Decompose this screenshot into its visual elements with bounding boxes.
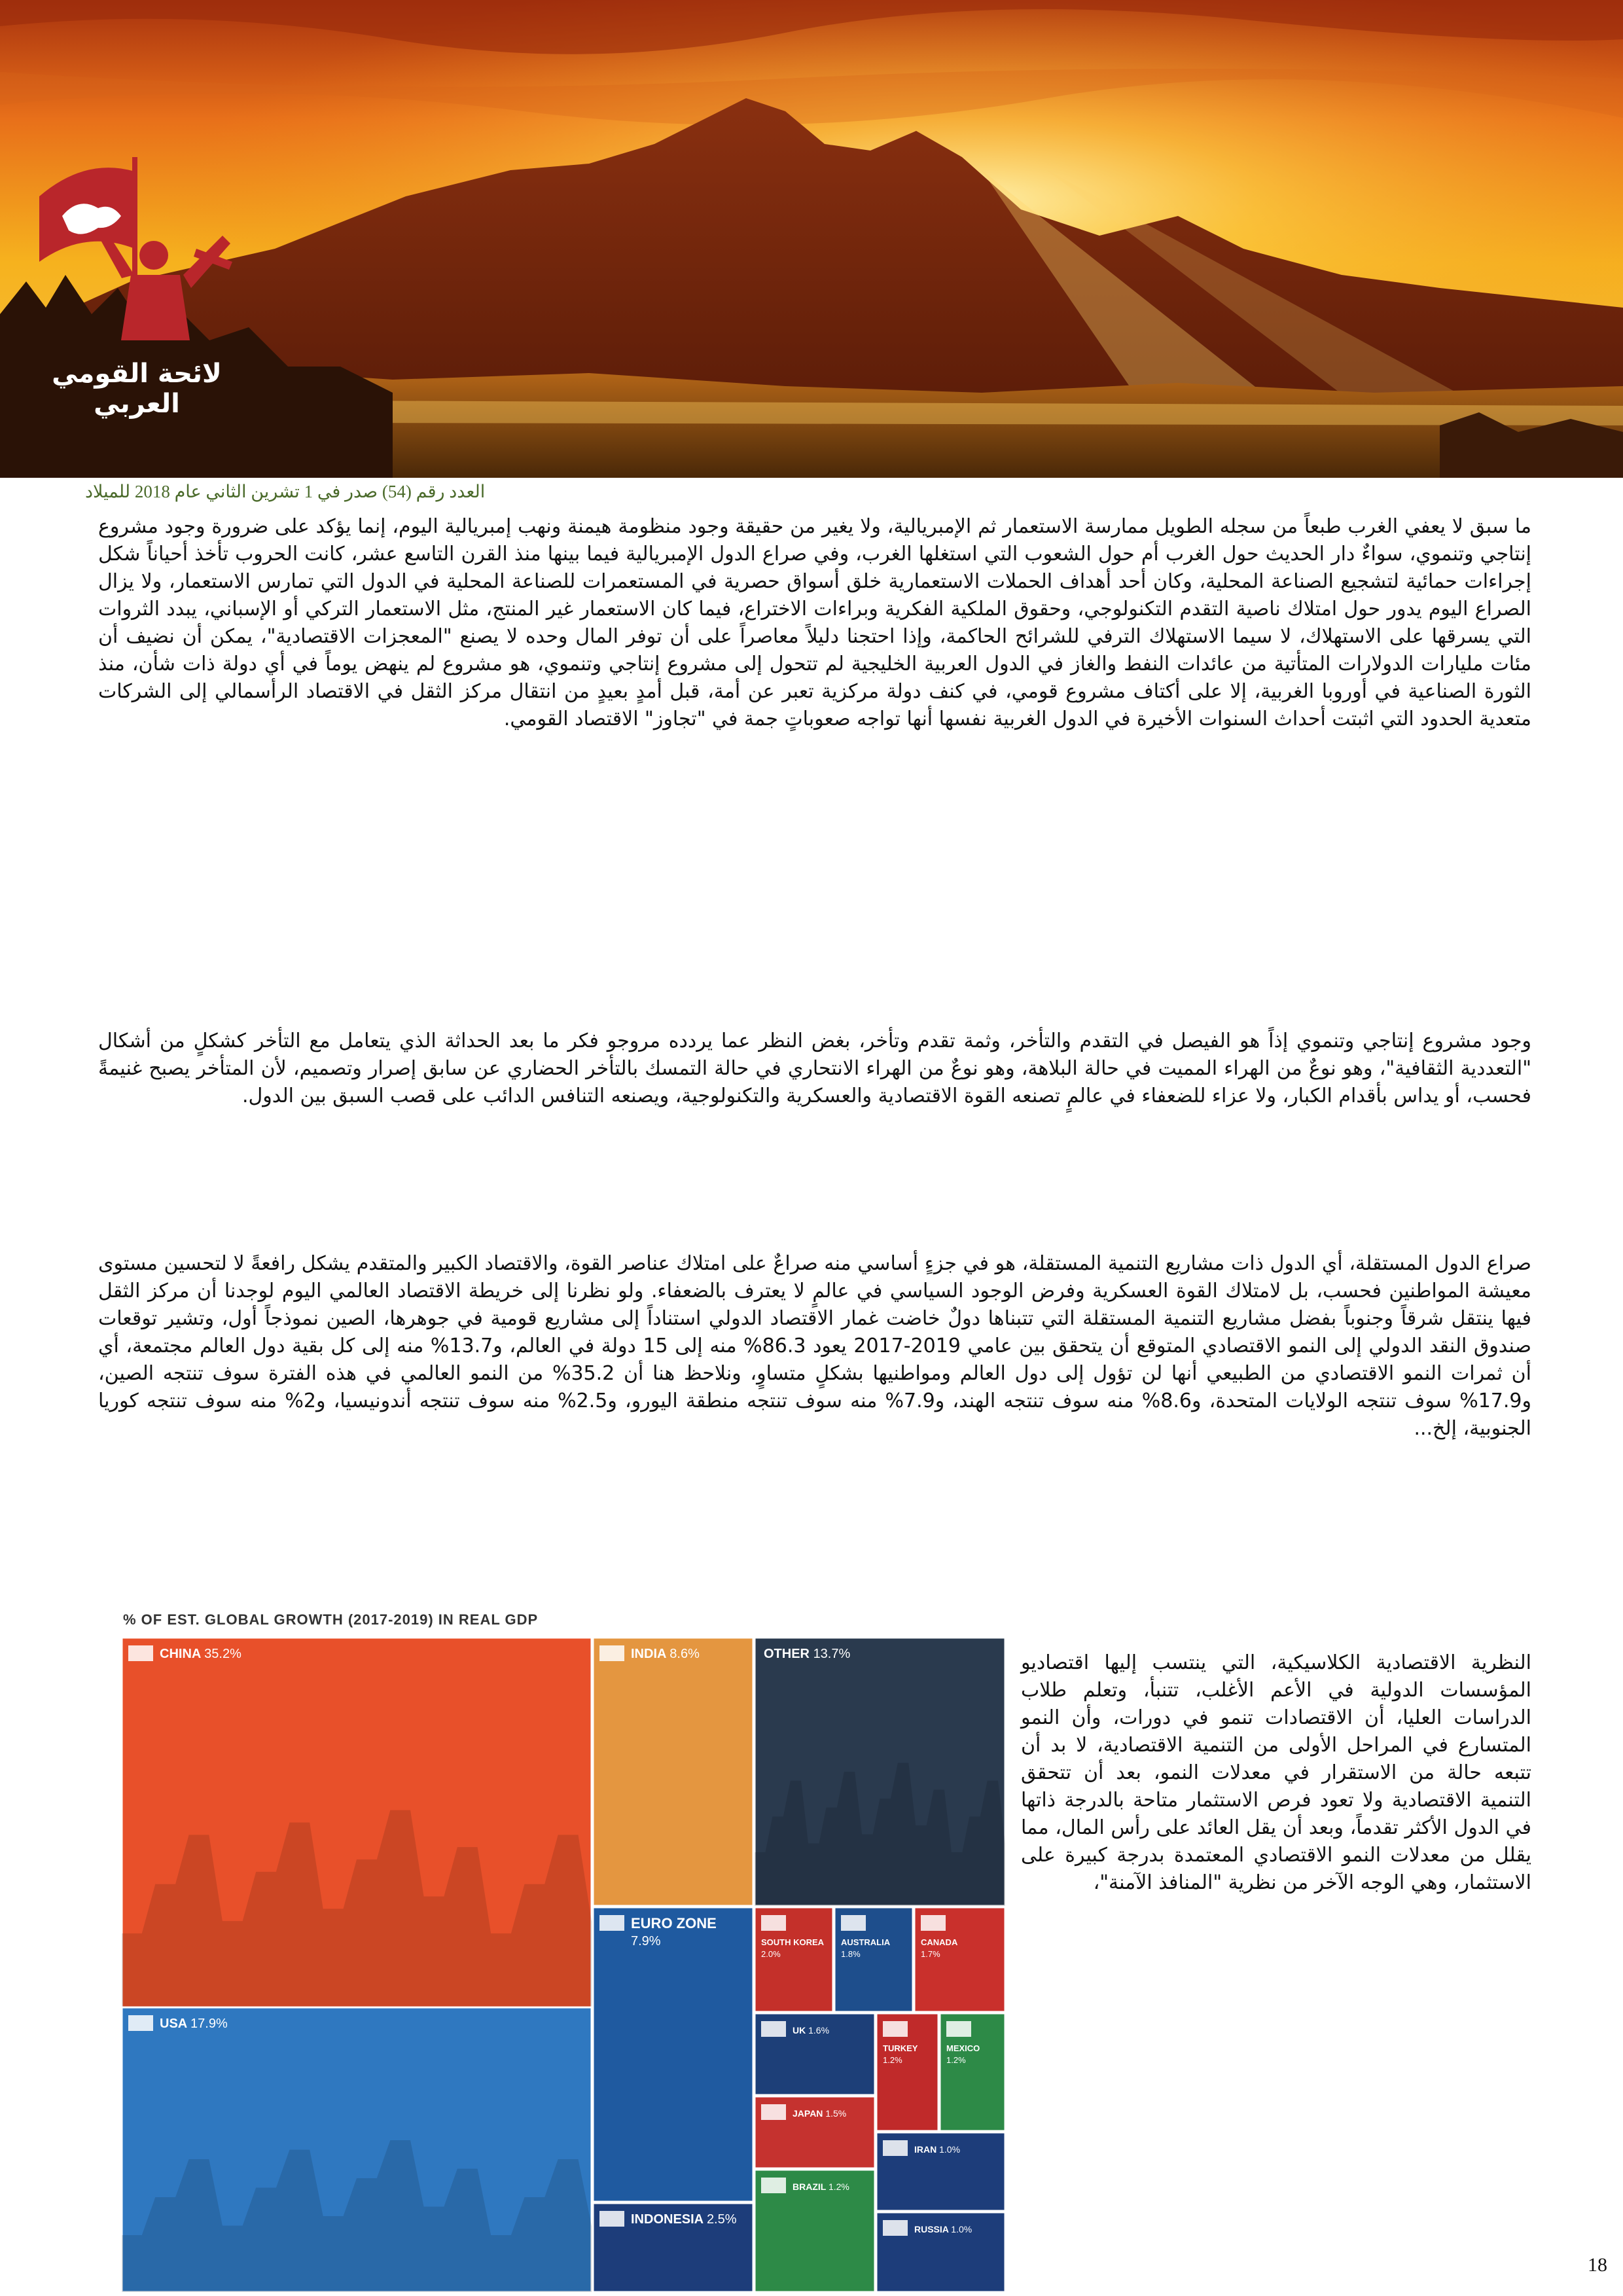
flag-icon — [761, 2178, 786, 2193]
treemap-cell-japan — [755, 2096, 875, 2168]
paragraph-1-text: ما سبق لا يعفي الغرب طبعاً من سجله الطويل ممارسة الاستعمار ثم الإمبريالية، ولا يغير من حقيقة وجود منظومة هيمنة ونهب إمبريالية اليوم، إنما يؤكد على ضرورة وجود مشروع إنتاجي وتنموي، سواءٌ دار الحديث حول الغرب أم حول الشعوب التي استغلها الغرب، وفي صراع الدول الإمبريالية فيما بينها منذ القرن التاسع عشر، كانت الحروب تأخذ أحياناً شكل إجراءات حمائية لتشجيع الصناعة المحلية، وكان أحد أهداف الحملات الاستعمارية خلق أسواق حصرية في المستعمرات للصناعة المحلية في الدول التي تمارس الاستعمار، ولا يزال الصراع اليوم يدور حول امتلاك ناصية التقدم التكنولوجي، وحقوق الملكية الفكرية وبراءات الاختراع، فيما كان الاستعمار غير المنتج، مثل الاستعمار التركي أو الإسباني، يبدد الثروات التي يسرقها على الاستهلاك، لا سيما الاستهلاك الترفي للشرائح الحاكمة، وإذا احتجنا دليلاً معاصراً على أن توفر المال وحده لا يصنع "المعجزات الاقتصادية"، يمكن أن نضيف أن مئات مليارات الدولارات المتأتية من عائدات النفط والغاز في الدول العربية الخليجية لم تتحول إلى مشروع إنتاجي وتنموي، هو مشروع لم ينهض يوماً في أي دولة ذات شأن، منذ الثورة الصناعية في أوروبا الغربية، إلا على أكتاف مشروع قومي، في كنف دولة مركزية تعبر عن أمة، قبل أمدٍ بعيدٍ من انتقال مركز الثقل في الاقتصاد الرأسمالي إلى الشركات متعدية الحدود التي اثبتت أحداث السنوات الأخيرة في الدول الغربية نفسها أنها تواجه صعوباتٍ جمة في "تجاوز" الاقتصاد القومي. — [98, 515, 1531, 730]
treemap-cell-russia — [876, 2212, 1005, 2292]
treemap-label: CHINA 35.2% — [160, 1647, 241, 1661]
treemap-cell-south-korea — [755, 1907, 833, 2012]
treemap-rect — [593, 1638, 753, 1906]
flag-icon — [921, 1915, 946, 1931]
article-paragraph-1 — [98, 513, 1531, 733]
treemap-cell-iran — [876, 2132, 1005, 2211]
treemap-label: INDONESIA 2.5% — [631, 2212, 737, 2227]
page-number: 18 — [1588, 2254, 1607, 2276]
treemap-value: 17.9% — [190, 2017, 228, 2031]
treemap-label: USA 17.9% — [160, 2017, 228, 2031]
treemap-value: 1.6% — [808, 2025, 830, 2036]
flag-icon — [761, 2104, 786, 2120]
treemap-value: 1.7% — [921, 1949, 940, 1959]
treemap-value: 2.0% — [761, 1949, 781, 1959]
treemap-cell-china — [122, 1638, 612, 2007]
treemap-cell-australia — [834, 1907, 913, 2012]
treemap-value: 1.0% — [951, 2224, 972, 2234]
flag-icon — [946, 2021, 971, 2037]
treemap-label: BRAZIL 1.2% — [793, 2181, 849, 2192]
treemap-value: 2.5% — [706, 2212, 737, 2227]
header-banner — [0, 0, 1623, 478]
treemap-label: TURKEY — [883, 2043, 918, 2053]
paragraph-3-text: صراع الدول المستقلة، أي الدول ذات مشاريع التنمية المستقلة، هو في جزءٍ أساسي منه صراعٌ على امتلاك عناصر القوة، والاقتصاد الكبير والمتقدم يشكل رافعةً لا لتحسين مستوى معيشة المواطنين فحسب، بل لامتلاك القوة العسكرية وفرض الوجود السياسي في عالمٍ لا يعترف بالضعفاء. ولو نظرنا إلى خريطة الاقتصاد العالمي اليوم لوجدنا أن مركز الثقل فيها ينتقل شرقاً وجنوباً بفضل مشاريع التنمية المستقلة التي تتبناها دولٌ خاضت غمار الاقتصاد الدولي استناداً إلى مشاريع قومية في جوهرها، الصين نموذجاً أول، وتشير توقعات صندوق النقد الدولي إلى النمو الاقتصادي المتوقع أن يتحقق بين عامي 2019-2017 يعود 86.3% منه إلى 15 دولة في العالم، و13.7% منه إلى كل بقية دول العالم مجتمعة، أي أن ثمرات النمو الاقتصادي من الطبيعي أنها لن تؤول إلى دول العالم ومواطنيها بشكلٍ متساوٍ، ونلاحظ هنا أن 35.2% من النمو العالمي في هذه الفترة سوف تنتجه الصين، و17.9% سوف تنتجه الولايات المتحدة، و8.6% منه سوف تنتجه الهند، و7.9% منه سوف تنتجه منطقة اليورو، و2.5% منه سوف تنتجه أندونيسيا، و2% منه سوف تنتجه كوريا الجنوبية، إلخ... — [98, 1252, 1532, 1440]
treemap-value: 35.2% — [204, 1647, 241, 1661]
treemap-value: 1.8% — [841, 1949, 861, 1959]
treemap-cell-mexico — [940, 2013, 1005, 2131]
treemap-label: SOUTH KOREA — [761, 1937, 825, 1947]
treemap-label: OTHER 13.7% — [764, 1647, 851, 1661]
flag-icon — [599, 1645, 624, 1661]
treemap-value: 13.7% — [813, 1647, 851, 1661]
treemap-label: EURO ZONE — [631, 1915, 717, 1931]
treemap-value: 1.2% — [883, 2055, 902, 2065]
flag-icon — [761, 2021, 786, 2037]
treemap-cell-canada — [914, 1907, 1005, 2012]
issue-line: العدد رقم (54) صدر في 1 تشرين الثاني عام 2018 للميلاد — [85, 482, 486, 501]
chart-title: % OF EST. GLOBAL GROWTH (2017-2019) IN REAL GDP — [123, 1611, 539, 1628]
treemap-label: JAPAN 1.5% — [793, 2108, 847, 2119]
treemap-cell-other — [755, 1638, 1005, 1906]
flag-icon — [599, 1915, 624, 1931]
treemap-cell-euro-zone — [593, 1907, 753, 2202]
treemap-cell-uk — [755, 2013, 875, 2095]
treemap-value: 1.2% — [828, 2181, 849, 2192]
article-paragraph-3 — [98, 1250, 1531, 1443]
article-paragraph-2 — [98, 1028, 1531, 1110]
flag-icon — [761, 1915, 786, 1931]
treemap-cell-usa — [122, 2007, 612, 2292]
treemap-value: 8.6% — [669, 1647, 700, 1661]
flag-icon — [599, 2211, 624, 2227]
flag-icon — [883, 2220, 908, 2236]
flag-icon — [128, 1645, 153, 1661]
treemap-label: RUSSIA 1.0% — [914, 2224, 972, 2234]
treemap-cell-india — [593, 1638, 753, 1906]
treemap-label: INDIA 8.6% — [631, 1647, 700, 1661]
treemap-cell-turkey — [876, 2013, 938, 2131]
treemap-value: 1.5% — [825, 2108, 847, 2119]
flag-icon — [883, 2140, 908, 2156]
treemap-value: 7.9% — [631, 1934, 661, 1948]
treemap-cell-indonesia — [593, 2203, 753, 2292]
logo-text: لائحة القومي العربي — [52, 359, 222, 419]
treemap-cell-brazil — [755, 2170, 875, 2292]
treemap-label: UK 1.6% — [793, 2025, 830, 2036]
treemap-value: 1.2% — [946, 2055, 966, 2065]
flag-icon — [883, 2021, 908, 2037]
paragraph-2-text: وجود مشروع إنتاجي وتنموي إذاً هو الفيصل في التقدم والتأخر، وثمة تقدم وتأخر، بغض النظر عما يردده مروجو فكر ما بعد الحداثة الذي يتعامل مع التأخر كشكلٍ من أشكال "التعددية الثقافية"، وهو نوعٌ من الهراء المميت في حالة البلاهة، وهو نوعٌ من الهراء الانتحاري في حالة التمسك بالتأخر الحضاري عن سابق إصرار وتصميم، لأن المتأخر يصبح غنيمةً فحسب، أو يداس بأقدام الكبار، ولا عزاء للضعفاء في عالمٍ تصنعه القوة الاقتصادية والعسكرية والتكنولوجية، ويصنعه التنافس الدائب على قصب السبق بين الدول. — [98, 1030, 1531, 1107]
flag-icon — [128, 2015, 153, 2031]
treemap-label: MEXICO — [946, 2043, 980, 2053]
paragraph-4-text: النظرية الاقتصادية الكلاسيكية، التي ينتسب إليها اقتصاديو المؤسسات الدولية في الأعم الأغلب، تتنبأ، وتعلم طلاب الدراسات العليا، أن الاقتصادات تنمو في دورات، وأن النمو المتسارع في المراحل الأولى من التنمية الاقتصادية، لا بد أن تتبعه حالة من الاستقرار في معدلات النمو، بعد أن تتحقق التنمية الاقتصادية ولا تعود فرص الاستثمار متاحة بالدرجة ذاتها في الدول الأكثر تقدماً، وبعد أن يقل العائد على رأس المال، مما يقلل من معدلات النمو الاقتصادي المعتمدة بدرجة كبيرة على الاستثمار، وهي الوجه الآخر من نظرية "المنافذ الآمنة"، — [1021, 1651, 1531, 1894]
treemap-value: 1.0% — [939, 2144, 961, 2155]
article-paragraph-4 — [1021, 1649, 1531, 1897]
treemap-rect — [593, 1907, 753, 2202]
treemap-label: IRAN 1.0% — [914, 2144, 961, 2155]
growth-treemap-chart — [122, 1638, 1005, 2292]
treemap-label: CANADA — [921, 1937, 958, 1947]
treemap-label: AUSTRALIA — [841, 1937, 891, 1947]
flag-icon — [841, 1915, 866, 1931]
